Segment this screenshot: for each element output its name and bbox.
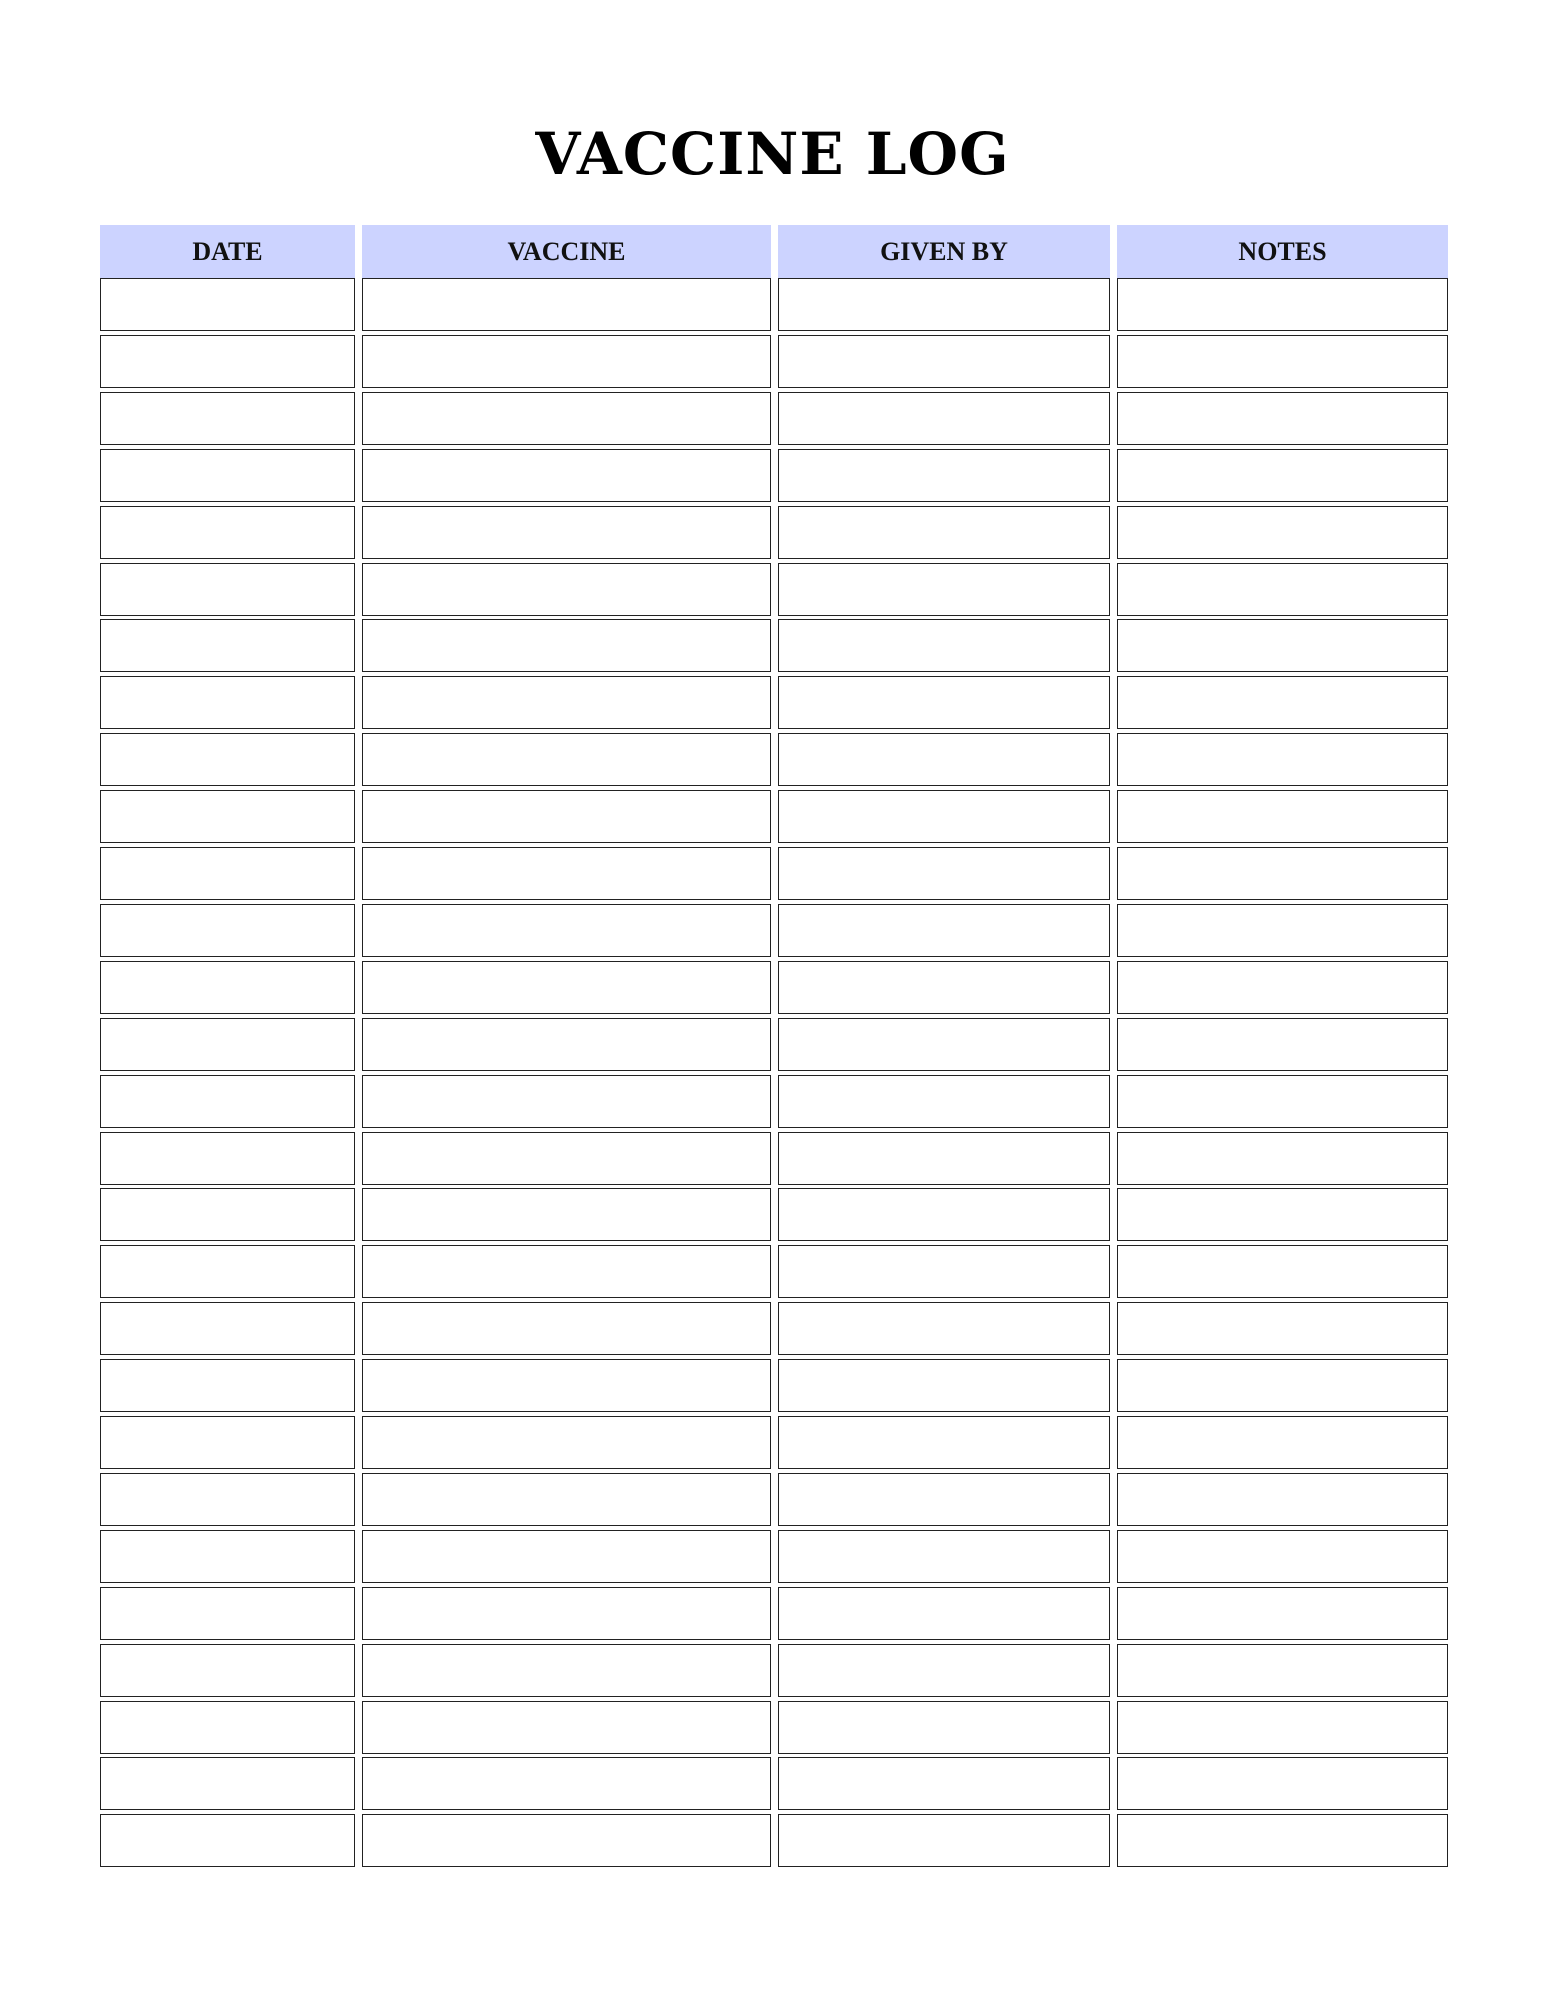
- cell-date[interactable]: [100, 278, 355, 331]
- cell-vaccine[interactable]: [362, 563, 771, 616]
- cell-given-by[interactable]: [778, 904, 1110, 957]
- cell-date[interactable]: [100, 847, 355, 900]
- cell-given-by[interactable]: [778, 847, 1110, 900]
- cell-given-by[interactable]: [778, 1188, 1110, 1241]
- cell-vaccine[interactable]: [362, 506, 771, 559]
- cell-date[interactable]: [100, 1587, 355, 1640]
- cell-date[interactable]: [100, 961, 355, 1014]
- cell-vaccine[interactable]: [362, 676, 771, 729]
- cell-vaccine[interactable]: [362, 1245, 771, 1298]
- cell-date[interactable]: [100, 1359, 355, 1412]
- cell-vaccine[interactable]: [362, 1587, 771, 1640]
- cell-notes[interactable]: [1117, 1132, 1448, 1185]
- cell-vaccine[interactable]: [362, 1302, 771, 1355]
- cell-date[interactable]: [100, 1245, 355, 1298]
- cell-given-by[interactable]: [778, 1245, 1110, 1298]
- cell-given-by[interactable]: [778, 1587, 1110, 1640]
- cell-given-by[interactable]: [778, 278, 1110, 331]
- cell-date[interactable]: [100, 676, 355, 729]
- cell-date[interactable]: [100, 790, 355, 843]
- cell-date[interactable]: [100, 506, 355, 559]
- cell-given-by[interactable]: [778, 1018, 1110, 1071]
- cell-vaccine[interactable]: [362, 1132, 771, 1185]
- cell-date[interactable]: [100, 904, 355, 957]
- cell-vaccine[interactable]: [362, 961, 771, 1014]
- cell-notes[interactable]: [1117, 1587, 1448, 1640]
- cell-notes[interactable]: [1117, 676, 1448, 729]
- cell-notes[interactable]: [1117, 563, 1448, 616]
- cell-date[interactable]: [100, 1473, 355, 1526]
- cell-notes[interactable]: [1117, 449, 1448, 502]
- cell-given-by[interactable]: [778, 449, 1110, 502]
- cell-date[interactable]: [100, 335, 355, 388]
- cell-vaccine[interactable]: [362, 1644, 771, 1697]
- cell-given-by[interactable]: [778, 676, 1110, 729]
- cell-given-by[interactable]: [778, 1075, 1110, 1128]
- cell-vaccine[interactable]: [362, 1075, 771, 1128]
- cell-notes[interactable]: [1117, 1075, 1448, 1128]
- cell-vaccine[interactable]: [362, 449, 771, 502]
- cell-date[interactable]: [100, 392, 355, 445]
- cell-given-by[interactable]: [778, 506, 1110, 559]
- cell-vaccine[interactable]: [362, 1757, 771, 1810]
- cell-notes[interactable]: [1117, 1302, 1448, 1355]
- cell-vaccine[interactable]: [362, 1814, 771, 1867]
- cell-notes[interactable]: [1117, 335, 1448, 388]
- cell-vaccine[interactable]: [362, 790, 771, 843]
- cell-notes[interactable]: [1117, 1701, 1448, 1754]
- page-title: VACCINE LOG: [535, 120, 1010, 188]
- cell-notes[interactable]: [1117, 1416, 1448, 1469]
- cell-date[interactable]: [100, 1701, 355, 1754]
- cell-notes[interactable]: [1117, 790, 1448, 843]
- cell-date[interactable]: [100, 1757, 355, 1810]
- cell-vaccine[interactable]: [362, 847, 771, 900]
- cell-given-by[interactable]: [778, 1701, 1110, 1754]
- cell-vaccine[interactable]: [362, 1530, 771, 1583]
- cell-date[interactable]: [100, 1416, 355, 1469]
- cell-given-by[interactable]: [778, 1814, 1110, 1867]
- cell-notes[interactable]: [1117, 1757, 1448, 1810]
- cell-vaccine[interactable]: [362, 733, 771, 786]
- cell-vaccine[interactable]: [362, 392, 771, 445]
- cell-date[interactable]: [100, 1075, 355, 1128]
- cell-date[interactable]: [100, 1302, 355, 1355]
- cell-date[interactable]: [100, 449, 355, 502]
- cell-given-by[interactable]: [778, 563, 1110, 616]
- cell-notes[interactable]: [1117, 847, 1448, 900]
- cell-notes[interactable]: [1117, 392, 1448, 445]
- cell-vaccine[interactable]: [362, 1701, 771, 1754]
- cell-notes[interactable]: [1117, 1018, 1448, 1071]
- cell-vaccine[interactable]: [362, 1473, 771, 1526]
- cell-date[interactable]: [100, 733, 355, 786]
- cell-given-by[interactable]: [778, 961, 1110, 1014]
- cell-vaccine[interactable]: [362, 619, 771, 672]
- column-header-date: DATE: [100, 225, 355, 278]
- cell-date[interactable]: [100, 1188, 355, 1241]
- cell-given-by[interactable]: [778, 1473, 1110, 1526]
- cell-date[interactable]: [100, 1530, 355, 1583]
- cell-given-by[interactable]: [778, 1359, 1110, 1412]
- cell-notes[interactable]: [1117, 904, 1448, 957]
- cell-given-by[interactable]: [778, 1644, 1110, 1697]
- cell-notes[interactable]: [1117, 1644, 1448, 1697]
- cell-vaccine[interactable]: [362, 1018, 771, 1071]
- cell-date[interactable]: [100, 1814, 355, 1867]
- cell-date[interactable]: [100, 619, 355, 672]
- cell-notes[interactable]: [1117, 278, 1448, 331]
- cell-given-by[interactable]: [778, 619, 1110, 672]
- cell-vaccine[interactable]: [362, 1188, 771, 1241]
- cell-notes[interactable]: [1117, 1245, 1448, 1298]
- cell-notes[interactable]: [1117, 961, 1448, 1014]
- cell-given-by[interactable]: [778, 1416, 1110, 1469]
- column-header-given-by: GIVEN BY: [778, 225, 1110, 278]
- cell-given-by[interactable]: [778, 1757, 1110, 1810]
- cell-given-by[interactable]: [778, 392, 1110, 445]
- cell-notes[interactable]: [1117, 619, 1448, 672]
- cell-notes[interactable]: [1117, 1814, 1448, 1867]
- cell-notes[interactable]: [1117, 506, 1448, 559]
- cell-notes[interactable]: [1117, 1473, 1448, 1526]
- cell-date[interactable]: [100, 1644, 355, 1697]
- cell-given-by[interactable]: [778, 790, 1110, 843]
- cell-date[interactable]: [100, 1132, 355, 1185]
- cell-vaccine[interactable]: [362, 278, 771, 331]
- cell-notes[interactable]: [1117, 1530, 1448, 1583]
- cell-notes[interactable]: [1117, 1359, 1448, 1412]
- cell-date[interactable]: [100, 563, 355, 616]
- cell-vaccine[interactable]: [362, 335, 771, 388]
- column-header-vaccine: VACCINE: [362, 225, 771, 278]
- cell-vaccine[interactable]: [362, 1359, 771, 1412]
- cell-notes[interactable]: [1117, 733, 1448, 786]
- column-header-notes: NOTES: [1117, 225, 1448, 278]
- cell-given-by[interactable]: [778, 733, 1110, 786]
- cell-notes[interactable]: [1117, 1188, 1448, 1241]
- cell-vaccine[interactable]: [362, 1416, 771, 1469]
- cell-given-by[interactable]: [778, 1302, 1110, 1355]
- cell-given-by[interactable]: [778, 1132, 1110, 1185]
- cell-given-by[interactable]: [778, 335, 1110, 388]
- cell-vaccine[interactable]: [362, 904, 771, 957]
- cell-given-by[interactable]: [778, 1530, 1110, 1583]
- cell-date[interactable]: [100, 1018, 355, 1071]
